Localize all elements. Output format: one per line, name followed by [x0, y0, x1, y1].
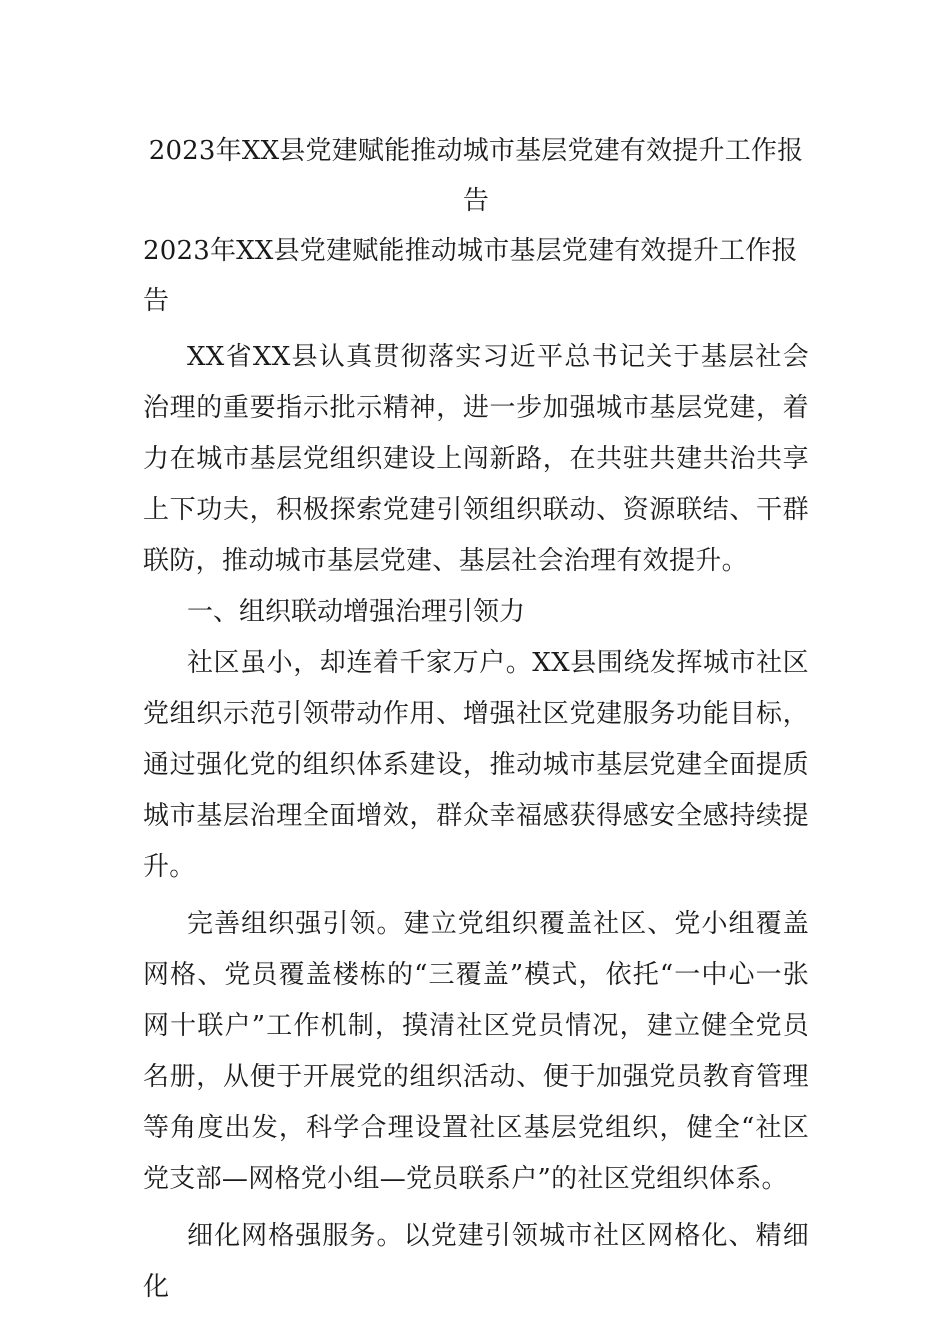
document-title: 2023年XX县党建赋能推动城市基层党建有效提升工作报告 [148, 136, 804, 216]
document-page [143, 126, 809, 1313]
body-paragraph: 完善组织强引领。建立党组织覆盖社区、党小组覆盖网格、党员覆盖楼栋的“三覆盖”模式，依托“一中心一张网十联户”工作机制，摸清社区党员情况，建立健全党员名册，从便于开展党的组织活动、便于加强党员教育管理等角度出发，科学合理设置社区基层党组织，健全“社区党支部—网格党小组—党员联系户”的社区党组织体系。 [143, 909, 809, 1194]
intro-paragraph: XX省XX县认真贯彻落实习近平总书记关于基层社会治理的重要指示批示精神，进一步加强城市基层党建，着力在城市基层党组织建设上闯新路，在共驻共建共治共享上下功夫，积极探索党建引领组织联动、资源联结、干群联防，推动城市基层党建、基层社会治理有效提升。 [143, 342, 809, 576]
section-heading: 一、组织联动增强治理引领力 [187, 597, 526, 627]
body-paragraph: 社区虽小，却连着千家万户。XX县围绕发挥城市社区党组织示范引领带动作用、增强社区党建服务功能目标，通过强化党的组织体系建设，推动城市基层党建全面提质城市基层治理全面增效，群众幸福感获得感安全感持续提升。 [143, 648, 809, 882]
body-paragraph: 细化网格强服务。以党建引领城市社区网格化、精细化 [143, 1221, 809, 1302]
document-subtitle: 2023年XX县党建赋能推动城市基层党建有效提升工作报告 [143, 236, 798, 316]
